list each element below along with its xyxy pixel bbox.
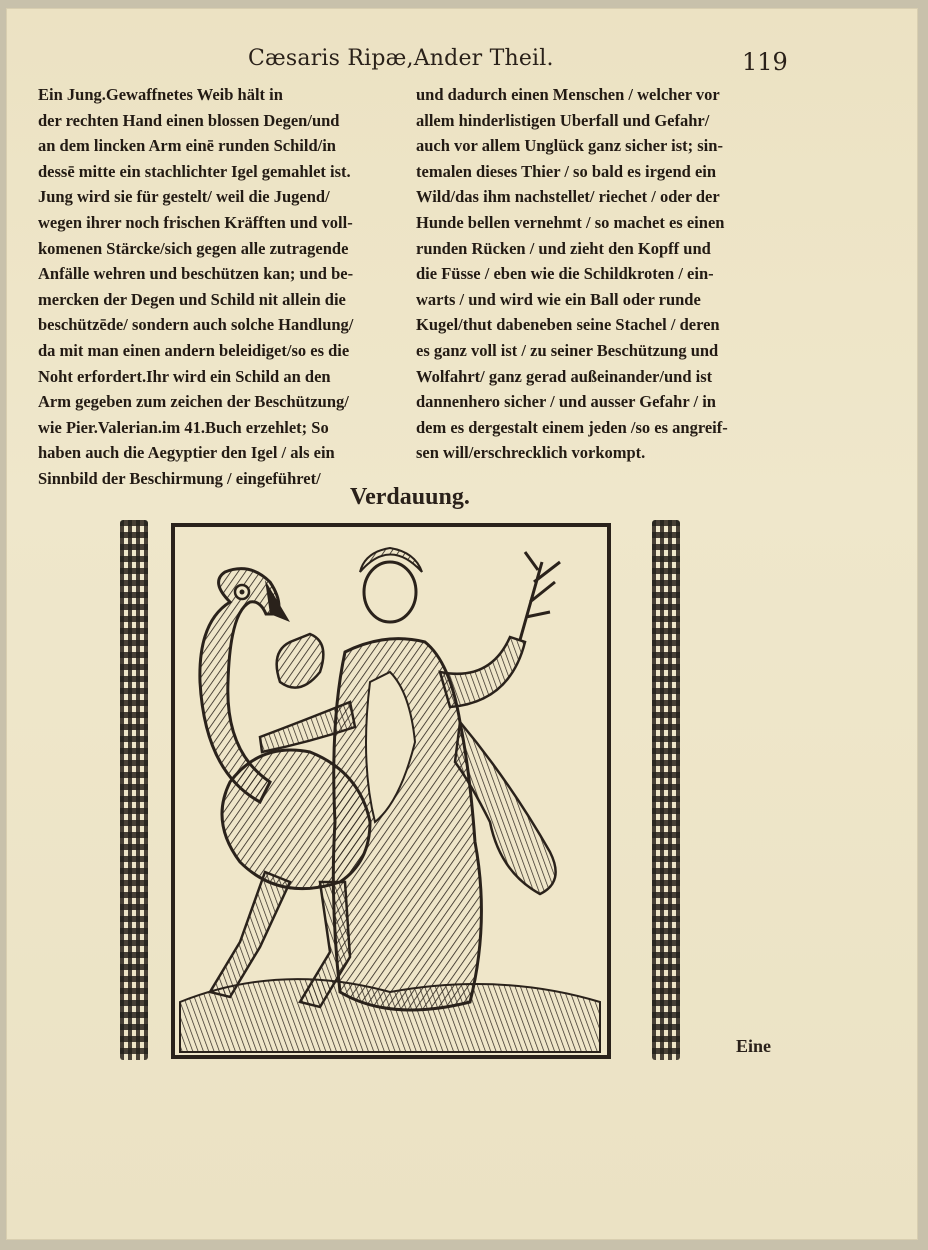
text-line: auch vor allem Unglück ganz sicher ist; sin-: [416, 136, 723, 156]
text-line: beschützēde/ sondern auch solche Handlung/: [38, 315, 354, 335]
text-line: Arm gegeben zum zeichen der Beschützung/: [38, 392, 349, 412]
text-line: Anfälle wehren und beschützen kan; und be-: [38, 264, 354, 284]
text-line: und dadurch einen Menschen / welcher vor: [416, 85, 720, 104]
page-header: [0, 40, 928, 80]
text-line: da mit man einen andern beleidiget/so es die: [38, 340, 350, 360]
text-line: allem hinderlistigen Uberfall und Gefahr/: [416, 110, 710, 130]
text-line: Sinnbild der Beschirmung / eingeführet/: [38, 468, 321, 488]
page-number: 119: [742, 48, 788, 76]
ornamental-border-right: [652, 520, 680, 1060]
text-column-left: [38, 82, 398, 492]
catchword: Eine: [736, 1036, 772, 1056]
text-line: wegen ihrer noch frischen Kräfften und voll-: [38, 212, 353, 232]
text-column-right: [416, 82, 796, 466]
text-line: die Füsse / eben wie die Schildkroten / ein-: [416, 264, 714, 284]
text-line: dessē mitte ein stachlichter Igel gemahlet ist.: [38, 161, 351, 181]
text-line: es ganz voll ist / zu seiner Beschützung und: [416, 340, 719, 360]
text-line: Kugel/thut dabeneben seine Stachel / deren: [416, 315, 720, 335]
woman-head: [364, 562, 416, 622]
text-line: Noht erfordert.Ihr wird ein Schild an den: [38, 366, 331, 386]
text-line: Ein Jung.Gewaffnetes Weib hält in: [38, 85, 283, 104]
text-line: wie Pier.Valerian.im 41.Buch erzehlet; So: [38, 417, 329, 437]
text-line: komenen Stärcke/sich gegen alle zutragende: [38, 238, 349, 258]
text-line: runden Rücken / und zieht den Kopff und: [416, 238, 711, 258]
woodcut-illustration: [170, 522, 612, 1060]
text-line: an dem lincken Arm einē runden Schild/in: [38, 136, 336, 156]
section-heading: Verdauung.: [350, 484, 470, 510]
text-line: Hunde bellen vernehmt / so machet es einen: [416, 212, 725, 232]
text-line: warts / und wird wie ein Ball oder runde: [416, 289, 701, 309]
text-line: Wolfahrt/ ganz gerad außeinander/und ist: [416, 366, 713, 386]
text-line: haben auch die Aegyptier den Igel / als ein: [38, 443, 335, 463]
text-line: sen will/erschrecklich vorkompt.: [416, 443, 646, 463]
text-line: mercken der Degen und Schild nit allein die: [38, 289, 346, 309]
text-line: Jung wird sie für gestelt/ weil die Jugend/: [38, 187, 330, 207]
ornamental-border-left: [120, 520, 148, 1060]
running-title: Cæsaris Ripæ,Ander Theil.: [248, 46, 554, 71]
text-line: dannenhero sicher / und ausser Gefahr / in: [416, 392, 716, 412]
text-line: dem es dergestalt einem jeden /so es angreif-: [416, 417, 728, 437]
text-line: temalen dieses Thier / so bald es irgend ein: [416, 161, 717, 181]
text-line: Wild/das ihm nachstellet/ riechet / oder der: [416, 187, 720, 207]
text-line: der rechten Hand einen blossen Degen/und: [38, 110, 340, 130]
